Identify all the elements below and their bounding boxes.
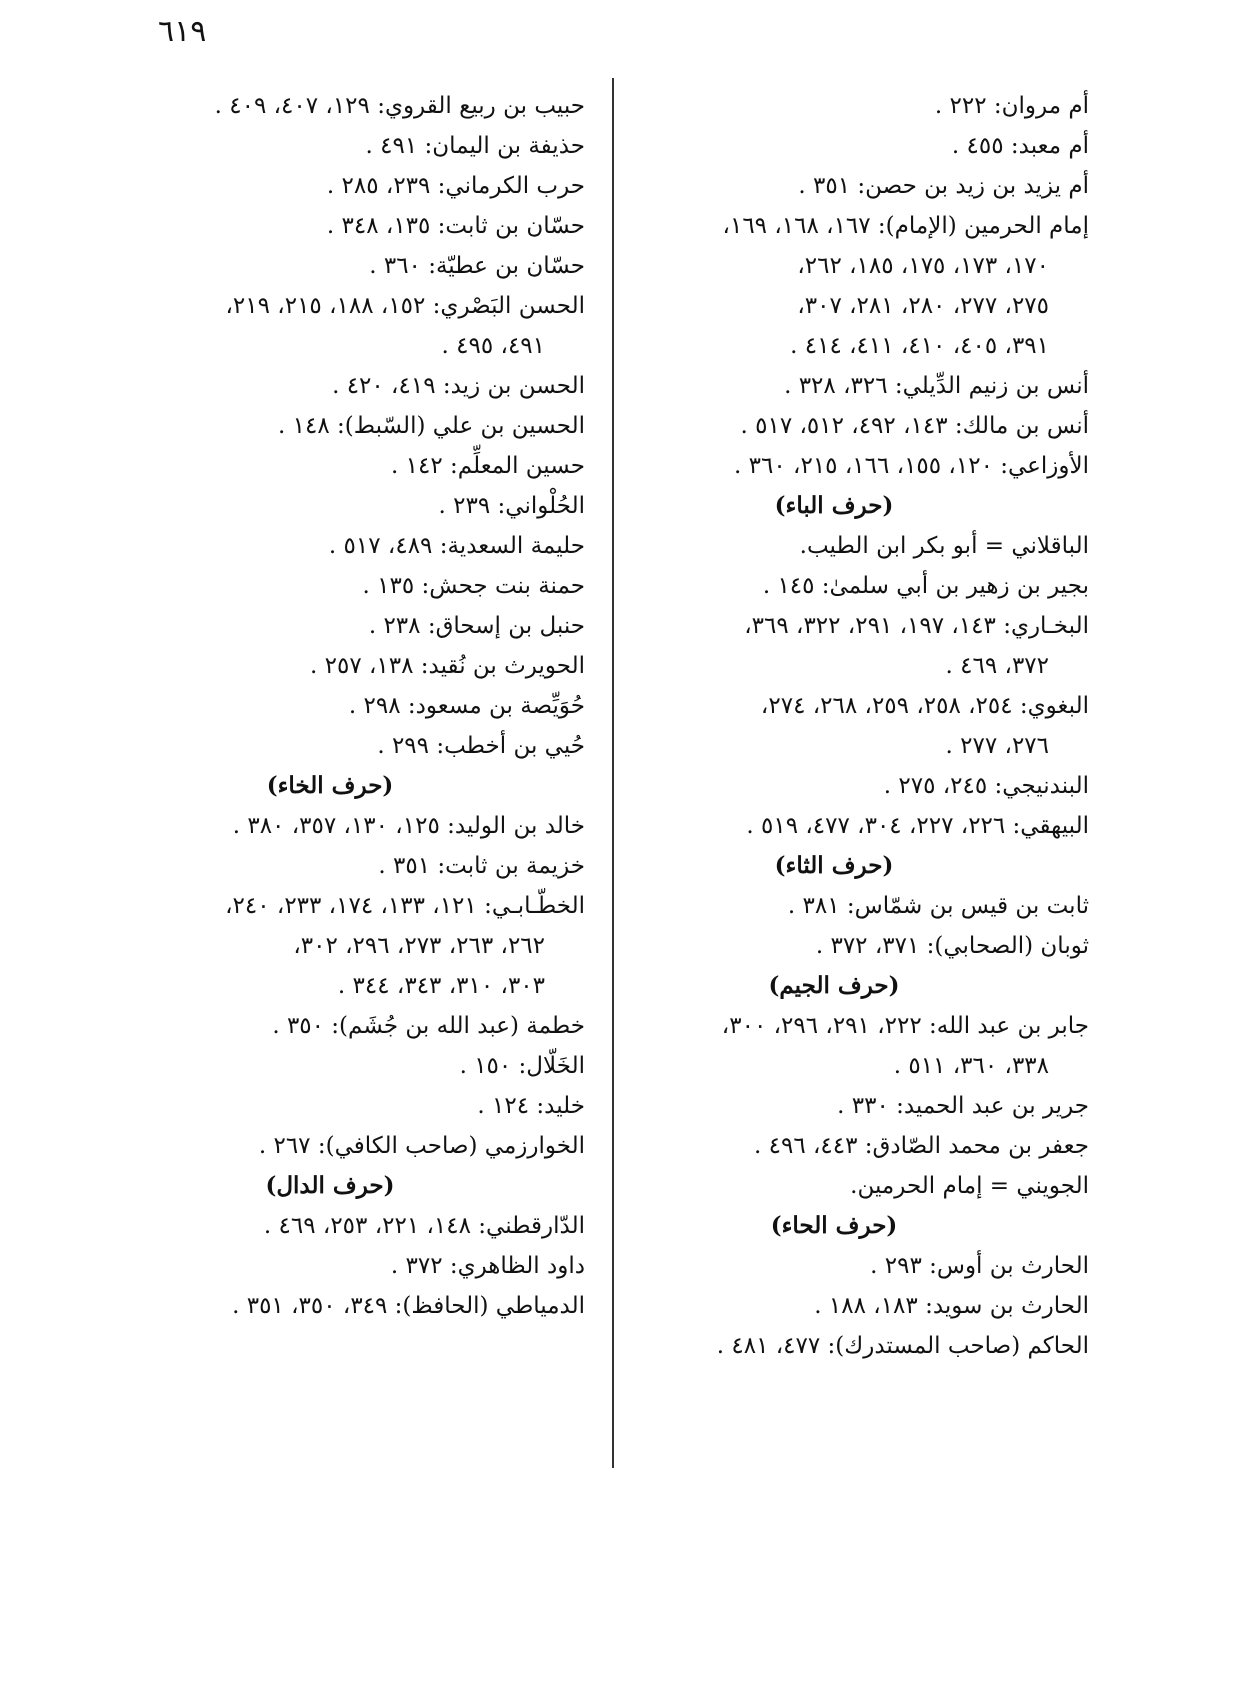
entry-text: بجير بن زهير بن أبي سلمىٰ: ١٤٥ .: [762, 573, 1089, 599]
entry-text: حنبل بن إسحاق: ٢٣٨ .: [368, 613, 585, 639]
entry-text: الخَلّال: ١٥٠ .: [459, 1053, 585, 1079]
index-entry: [115, 606, 585, 646]
index-entry: [619, 926, 1089, 966]
column-divider: [612, 78, 614, 1468]
index-entry: [115, 286, 585, 366]
index-entry: [115, 846, 585, 886]
index-entry: [115, 686, 585, 726]
page-number: ٦١٩: [158, 14, 207, 49]
entry-text: الجويني = إمام الحرمين.: [850, 1173, 1089, 1199]
entry-text: حسّان بن ثابت: ١٣٥، ٣٤٨ .: [326, 213, 585, 239]
entry-text: أم معبد: ٤٥٥ .: [951, 133, 1089, 159]
index-entry: [619, 1326, 1089, 1366]
index-entry: [619, 606, 1089, 686]
index-entry: [115, 1006, 585, 1046]
entry-text: حبيب بن ربيع القروي: ١٢٩، ٤٠٧، ٤٠٩ .: [214, 93, 585, 119]
entry-text: حُيي بن أخطب: ٢٩٩ .: [377, 733, 585, 759]
index-entry: [619, 1286, 1089, 1326]
index-entry: [115, 726, 585, 766]
entry-text: الخوارزمي (صاحب الكافي): ٢٦٧ .: [258, 1133, 585, 1159]
entry-text: حسّان بن عطيّة: ٣٦٠ .: [369, 253, 585, 279]
index-entry: [619, 206, 1089, 366]
index-entry: [619, 126, 1089, 166]
index-entry: [115, 86, 585, 126]
section-heading: (حرف الدال): [265, 1172, 395, 1199]
entry-continuation: ١٧٠، ١٧٣، ١٧٥، ١٨٥، ٢٦٢،: [797, 253, 1049, 279]
entry-text: الحُلْواني: ٢٣٩ .: [438, 493, 585, 519]
entry-text: خليد: ١٢٤ .: [477, 1093, 585, 1119]
entry-text: الحارث بن سويد: ١٨٣، ١٨٨ .: [814, 1293, 1089, 1319]
index-entry: [619, 686, 1089, 766]
entry-continuation: ٣٣٨، ٣٦٠، ٥١١ .: [893, 1053, 1049, 1079]
entry-text: الحسين بن علي (السّبط): ١٤٨ .: [278, 413, 585, 439]
index-entry: [619, 766, 1089, 806]
index-entry: [619, 1166, 1089, 1206]
entry-continuation: ٣٩١، ٤٠٥، ٤١٠، ٤١١، ٤١٤ .: [790, 333, 1049, 359]
section-heading: (حرف الثاء): [774, 852, 894, 879]
section-heading: (حرف الحاء): [770, 1212, 898, 1239]
entry-text: الحسن بن زيد: ٤١٩، ٤٢٠ .: [332, 373, 585, 399]
index-entry: [115, 126, 585, 166]
entry-text: أنس بن زنيم الدِّيلي: ٣٢٦، ٣٢٨ .: [784, 373, 1089, 399]
index-entry: [619, 1126, 1089, 1166]
index-entry: [619, 366, 1089, 406]
index-entry: [115, 806, 585, 846]
index-entry: [115, 526, 585, 566]
index-entry: [115, 166, 585, 206]
entry-text: الأوزاعي: ١٢٠، ١٥٥، ١٦٦، ٢١٥، ٣٦٠ .: [734, 453, 1089, 479]
index-entry: [619, 1086, 1089, 1126]
entry-continuation: ٣٠٣، ٣١٠، ٣٤٣، ٣٤٤ .: [337, 973, 545, 999]
entry-text: جعفر بن محمد الصّادق: ٤٤٣، ٤٩٦ .: [753, 1133, 1089, 1159]
entry-text: الحارث بن أوس: ٢٩٣ .: [870, 1253, 1089, 1279]
index-entry: [619, 166, 1089, 206]
section-heading: (حرف الخاء): [266, 772, 394, 799]
index-entry: [115, 1086, 585, 1126]
entry-continuation: ٢٧٦، ٢٧٧ .: [945, 733, 1049, 759]
index-entry: [115, 1126, 585, 1166]
index-entry: [619, 886, 1089, 926]
index-entry: [619, 406, 1089, 446]
index-entry: [115, 1246, 585, 1286]
entry-text: خالد بن الوليد: ١٢٥، ١٣٠، ٣٥٧، ٣٨٠ .: [232, 813, 585, 839]
section-heading: (حرف الجيم): [768, 972, 900, 999]
entry-text: الخطّـابـي: ١٢١، ١٣٣، ١٧٤، ٢٣٣، ٢٤٠،: [225, 893, 585, 919]
index-entry: [115, 1206, 585, 1246]
index-entry: [115, 486, 585, 526]
index-entry: [115, 646, 585, 686]
entry-text: داود الظاهري: ٣٧٢ .: [390, 1253, 585, 1279]
index-entry: [115, 566, 585, 606]
entry-text: حرب الكرماني: ٢٣٩، ٢٨٥ .: [326, 173, 585, 199]
entry-text: خطمة (عبد الله بن جُشَم): ٣٥٠ .: [272, 1013, 585, 1039]
entry-text: حُوَيِّصة بن مسعود: ٢٩٨ .: [348, 693, 585, 719]
entry-continuation: ٢٦٢، ٢٦٣، ٢٧٣، ٢٩٦، ٣٠٢،: [293, 933, 545, 959]
index-entry: [619, 86, 1089, 126]
index-entry: [619, 446, 1089, 486]
entry-text: الدّارقطني: ١٤٨، ٢٢١، ٢٥٣، ٤٦٩ .: [263, 1213, 585, 1239]
entry-continuation: ٤٩١، ٤٩٥ .: [441, 333, 545, 359]
index-entry: [619, 1006, 1089, 1086]
entry-text: جابر بن عبد الله: ٢٢٢، ٢٩١، ٢٩٦، ٣٠٠،: [721, 1013, 1089, 1039]
index-entry: [619, 806, 1089, 846]
entry-text: أم مروان: ٢٢٢ .: [934, 93, 1089, 119]
entry-text: حسين المعلِّم: ١٤٢ .: [391, 453, 585, 479]
index-entry: [115, 366, 585, 406]
entry-text: جرير بن عبد الحميد: ٣٣٠ .: [837, 1093, 1089, 1119]
entry-text: أم يزيد بن زيد بن حصن: ٣٥١ .: [798, 173, 1089, 199]
index-entry: [115, 246, 585, 286]
index-entry: [115, 1286, 585, 1326]
entry-text: البندنيجي: ٢٤٥، ٢٧٥ .: [883, 773, 1089, 799]
section-heading: (حرف الباء): [774, 492, 894, 519]
entry-text: البغوي: ٢٥٤، ٢٥٨، ٢٥٩، ٢٦٨، ٢٧٤،: [760, 693, 1089, 719]
index-entry: [115, 206, 585, 246]
entry-text: البيهقي: ٢٢٦، ٢٢٧، ٣٠٤، ٤٧٧، ٥١٩ .: [746, 813, 1089, 839]
entry-text: خزيمة بن ثابت: ٣٥١ .: [378, 853, 585, 879]
entry-continuation: ٢٧٥، ٢٧٧، ٢٨٠، ٢٨١، ٣٠٧،: [797, 293, 1049, 319]
entry-text: حمنة بنت جحش: ١٣٥ .: [362, 573, 585, 599]
index-entry: [115, 406, 585, 446]
index-entry: [115, 886, 585, 1006]
entry-text: إمام الحرمين (الإمام): ١٦٧، ١٦٨، ١٦٩،: [722, 213, 1089, 239]
index-entry: [619, 526, 1089, 566]
entry-text: الباقلاني = أبو بكر ابن الطيب.: [799, 533, 1089, 559]
index-entry: [115, 446, 585, 486]
index-entry: [115, 1046, 585, 1086]
entry-text: الدمياطي (الحافظ): ٣٤٩، ٣٥٠، ٣٥١ .: [232, 1293, 585, 1319]
entry-text: البخـاري: ١٤٣، ١٩٧، ٢٩١، ٣٢٢، ٣٦٩،: [744, 613, 1089, 639]
entry-text: ثابت بن قيس بن شمّاس: ٣٨١ .: [787, 893, 1089, 919]
entry-text: الحويرث بن نُقيد: ١٣٨، ٢٥٧ .: [310, 653, 585, 679]
entry-text: حليمة السعدية: ٤٨٩، ٥١٧ .: [328, 533, 585, 559]
index-entry: [619, 1246, 1089, 1286]
entry-text: ثوبان (الصحابي): ٣٧١، ٣٧٢ .: [815, 933, 1089, 959]
entry-text: الحاكم (صاحب المستدرك): ٤٧٧، ٤٨١ .: [716, 1333, 1089, 1359]
entry-continuation: ٣٧٢، ٤٦٩ .: [945, 653, 1049, 679]
entry-text: حذيفة بن اليمان: ٤٩١ .: [365, 133, 585, 159]
right-column: [619, 86, 1089, 1366]
left-column: [115, 86, 585, 1326]
index-entry: [619, 566, 1089, 606]
entry-text: الحسن البَصْري: ١٥٢، ١٨٨، ٢١٥، ٢١٩،: [225, 293, 585, 319]
entry-text: أنس بن مالك: ١٤٣، ٤٩٢، ٥١٢، ٥١٧ .: [740, 413, 1089, 439]
